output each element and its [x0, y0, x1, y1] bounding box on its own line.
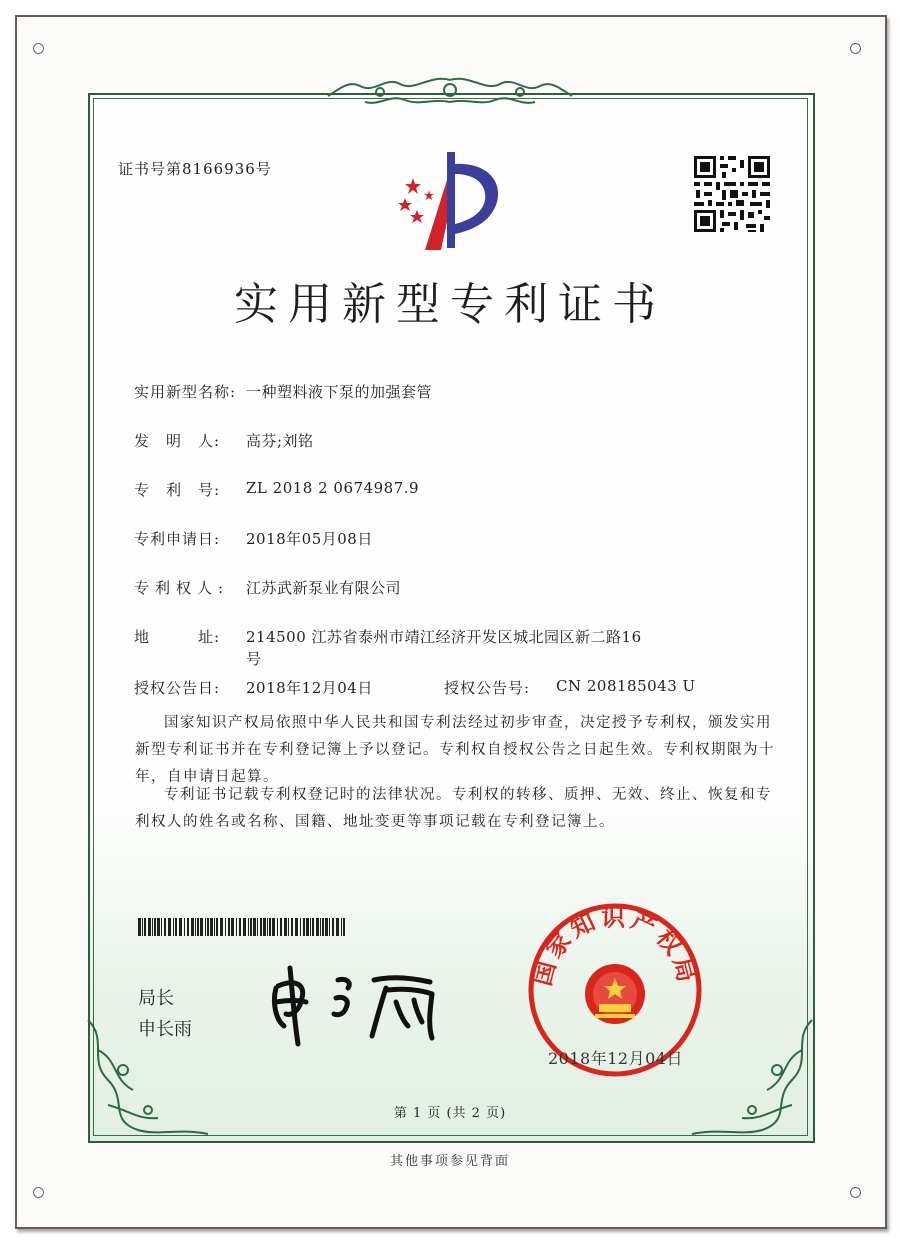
- qr-code-icon: [692, 154, 772, 234]
- patent-number-value: ZL 2018 2 0674987.9: [246, 479, 420, 497]
- name-label: 实用新型名称:: [134, 383, 237, 401]
- name-value: 一种塑料液下泵的加强套管: [246, 383, 433, 401]
- grant-number-value: CN 208185043 U: [556, 677, 696, 695]
- holder-label: 专利权人:: [134, 579, 230, 597]
- page-title: 实用新型专利证书: [234, 279, 666, 330]
- binding-hole-icon: [850, 43, 861, 54]
- binding-hole-icon: [850, 1187, 861, 1198]
- inventor-value: 高芬;刘铭: [246, 432, 314, 450]
- inventor-label: 发 明 人:: [134, 432, 221, 450]
- barcode-icon: [138, 918, 348, 936]
- seal-text: 国家知识产权局: [528, 903, 702, 989]
- address-value: 214500 江苏省泰州市靖江经济开发区城北园区新二路16: [246, 628, 642, 646]
- grant-date-label: 授权公告日:: [134, 679, 221, 697]
- address-value-continued: 号: [246, 650, 263, 668]
- page-number: 第 1 页 (共 2 页): [393, 1106, 507, 1121]
- handwritten-signature: [262, 958, 452, 1048]
- footer-note: [0, 1150, 900, 1159]
- apply-date-value: 2018年05月08日: [246, 530, 373, 548]
- signature-title: 局长: [138, 988, 174, 1009]
- seal-date: 2018年12月04日: [548, 1049, 683, 1068]
- legal-status-note: 专利证书记载专利权登记时的法律状况。专利权的转移、质押、无效、终止、恢复和专利权人的姓名或名称、国籍、地址变更等事项记载在专利登记簿上。: [135, 787, 772, 830]
- certificate-number: 证书号第8166936号: [118, 160, 272, 178]
- binding-hole-icon: [33, 43, 44, 54]
- certificate-statement: 国家知识产权局依照中华人民共和国专利法经过初步审查，决定授予专利权，颁发实用新型专利证书并在专利登记簿上予以登记。专利权自授权公告之日起生效。专利权期限为十年，自申请日起算。: [135, 715, 775, 785]
- patent-number-label: 专 利 号:: [134, 481, 221, 499]
- apply-date-label: 专利申请日:: [134, 530, 221, 548]
- address-label: 地 址:: [134, 628, 221, 646]
- holder-value: 江苏武新泵业有限公司: [246, 579, 402, 597]
- cnipa-logo-icon: [385, 150, 520, 250]
- grant-date-value: 2018年12月04日: [246, 679, 373, 697]
- top-ornament-icon: [320, 72, 580, 112]
- binding-hole-icon: [33, 1187, 44, 1198]
- grant-number-label: 授权公告号:: [444, 679, 531, 697]
- signature-name: 申长雨: [138, 1019, 192, 1040]
